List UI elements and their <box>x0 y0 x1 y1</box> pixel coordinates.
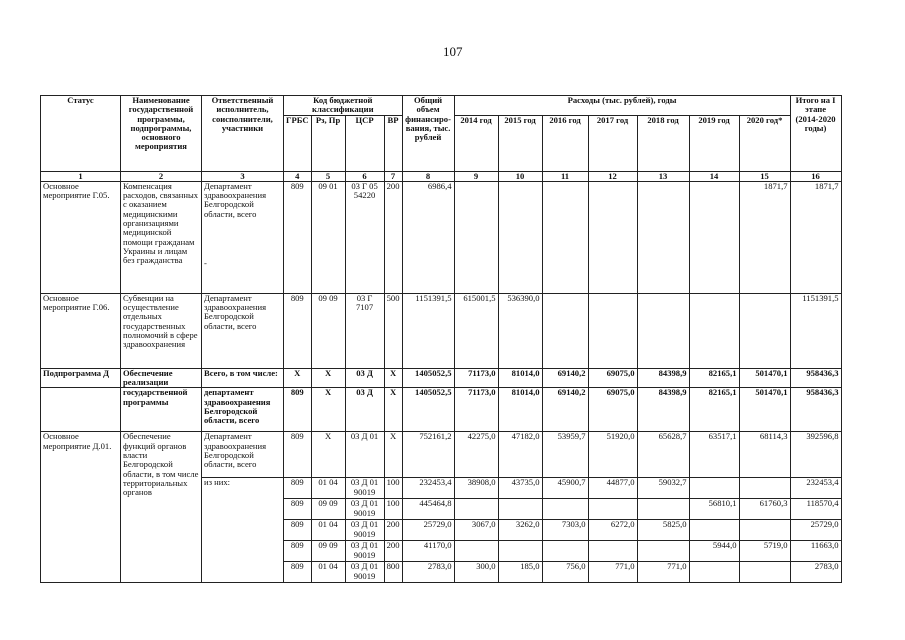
header-year: 2019 год <box>689 115 739 171</box>
row-year-value <box>588 293 637 368</box>
header-budget-code: Код бюджетной классификации <box>284 96 403 116</box>
row-year-value <box>542 499 588 520</box>
row-year-value: 56810,1 <box>689 499 739 520</box>
header-stage-total: Итого на I этапе (2014-2020 годы) <box>790 96 841 172</box>
row-grbs: 809 <box>284 432 312 478</box>
column-number: 10 <box>498 171 542 181</box>
row-total: 1151391,5 <box>402 293 454 368</box>
column-number: 12 <box>588 171 637 181</box>
header-name: Наименование государственной программы, подпрограммы, основного мероприятия <box>121 96 202 172</box>
header-grbs: ГРБС <box>284 115 312 171</box>
row-year-value: 3067,0 <box>454 520 498 541</box>
row-executor: Всего, в том числе: <box>202 368 284 388</box>
row-year-value: 69075,0 <box>588 368 637 388</box>
header-year: 2014 год <box>454 115 498 171</box>
row-executor: Департамент здравоохранения Белгородской области, всего <box>202 293 284 368</box>
column-number: 5 <box>311 171 345 181</box>
row-name: Субвенции на осуществление отдельных государственных полномочий в сфере здравоохранения <box>121 293 202 368</box>
row-status: Подпрограмма Д <box>41 368 121 388</box>
row-rz: 09 09 <box>311 293 345 368</box>
column-number: 14 <box>689 171 739 181</box>
row-stage-total: 1871,7 <box>790 181 841 293</box>
row-year-value <box>739 478 790 499</box>
table-row <box>41 368 842 388</box>
row-csr: 03 Д <box>345 388 384 432</box>
header-vr: ВР <box>384 115 402 171</box>
row-csr: 03 Г 05 54220 <box>345 181 384 293</box>
row-stage-total: 118570,4 <box>790 499 841 520</box>
column-number: 1 <box>41 171 121 181</box>
row-year-value: 771,0 <box>588 562 637 583</box>
row-csr: 03 Д 01 <box>345 432 384 478</box>
row-year-value <box>588 541 637 562</box>
row-vr: Х <box>384 432 402 478</box>
row-year-value: 6272,0 <box>588 520 637 541</box>
row-year-value: 44877,0 <box>588 478 637 499</box>
row-year-value <box>588 181 637 293</box>
header-total: Общий объем финансиро-вания, тыс. рублей <box>402 96 454 172</box>
row-grbs: 809 <box>284 388 312 432</box>
row-rz: 01 04 <box>311 520 345 541</box>
row-vr: 100 <box>384 499 402 520</box>
row-year-value: 5944,0 <box>689 541 739 562</box>
column-number: 16 <box>790 171 841 181</box>
column-number: 11 <box>542 171 588 181</box>
header-year: 2016 год <box>542 115 588 171</box>
header-year: 2015 год <box>498 115 542 171</box>
row-vr: Х <box>384 388 402 432</box>
header-year: 2018 год <box>637 115 689 171</box>
row-status: Основное мероприятие Д.01. <box>41 432 121 583</box>
row-year-value: 38908,0 <box>454 478 498 499</box>
row-year-value: 5719,0 <box>739 541 790 562</box>
row-total: 1405052,5 <box>402 368 454 388</box>
row-year-value <box>689 181 739 293</box>
row-executor: департамент здравоохранения Белгородской области, всего <box>202 388 284 432</box>
row-year-value: 61760,3 <box>739 499 790 520</box>
row-csr: 03 Д 01 90019 <box>345 478 384 499</box>
row-year-value <box>542 181 588 293</box>
column-number: 2 <box>121 171 202 181</box>
row-stage-total: 958436,3 <box>790 368 841 388</box>
row-year-value <box>454 499 498 520</box>
row-year-value: 185,0 <box>498 562 542 583</box>
column-number: 7 <box>384 171 402 181</box>
row-name: государственной программы <box>121 388 202 432</box>
row-year-value: 71173,0 <box>454 368 498 388</box>
row-csr: 03 Д 01 90019 <box>345 541 384 562</box>
row-stage-total: 1151391,5 <box>790 293 841 368</box>
row-year-value: 81014,0 <box>498 388 542 432</box>
row-year-value: 42275,0 <box>454 432 498 478</box>
row-executor: Департамент здравоохранения Белгородской области, всего - <box>202 181 284 293</box>
row-year-value: 53959,7 <box>542 432 588 478</box>
row-year-value <box>637 293 689 368</box>
row-vr: 500 <box>384 293 402 368</box>
row-year-value <box>637 499 689 520</box>
row-grbs: 809 <box>284 541 312 562</box>
dash-mark: - <box>204 257 207 268</box>
column-number: 9 <box>454 171 498 181</box>
row-year-value: 71173,0 <box>454 388 498 432</box>
row-stage-total: 958436,3 <box>790 388 841 432</box>
row-year-value: 51920,0 <box>588 432 637 478</box>
row-year-value: 536390,0 <box>498 293 542 368</box>
row-vr: 100 <box>384 478 402 499</box>
row-year-value: 65628,7 <box>637 432 689 478</box>
row-total: 752161,2 <box>402 432 454 478</box>
row-year-value: 82165,1 <box>689 388 739 432</box>
row-year-value <box>498 181 542 293</box>
row-rz: 09 09 <box>311 541 345 562</box>
row-total: 232453,4 <box>402 478 454 499</box>
row-total: 6986,4 <box>402 181 454 293</box>
row-year-value: 82165,1 <box>689 368 739 388</box>
row-year-value <box>739 562 790 583</box>
row-year-value: 501470,1 <box>739 368 790 388</box>
table-row <box>41 181 842 293</box>
row-rz: Х <box>311 388 345 432</box>
row-grbs: 809 <box>284 520 312 541</box>
header-executor: Ответственный исполнитель, соисполнители, участники <box>202 96 284 172</box>
row-year-value: 69140,2 <box>542 368 588 388</box>
row-year-value <box>739 293 790 368</box>
row-year-value: 81014,0 <box>498 368 542 388</box>
row-year-value: 1871,7 <box>739 181 790 293</box>
row-year-value: 68114,3 <box>739 432 790 478</box>
row-vr: 800 <box>384 562 402 583</box>
row-rz: Х <box>311 368 345 388</box>
column-number: 4 <box>284 171 312 181</box>
row-year-value: 84398,9 <box>637 388 689 432</box>
table-row <box>41 293 842 368</box>
header-year: 2017 год <box>588 115 637 171</box>
row-year-value <box>498 499 542 520</box>
row-rz: Х <box>311 432 345 478</box>
row-year-value: 756,0 <box>542 562 588 583</box>
row-year-value: 5825,0 <box>637 520 689 541</box>
row-vr: 200 <box>384 541 402 562</box>
column-number: 6 <box>345 171 384 181</box>
row-csr: 03 Д 01 90019 <box>345 499 384 520</box>
column-number: 15 <box>739 171 790 181</box>
row-rz: 01 04 <box>311 478 345 499</box>
row-year-value <box>637 541 689 562</box>
row-vr: Х <box>384 368 402 388</box>
row-year-value: 300,0 <box>454 562 498 583</box>
row-total: 445464,8 <box>402 499 454 520</box>
budget-table <box>40 95 842 583</box>
row-year-value <box>498 541 542 562</box>
row-stage-total: 2783,0 <box>790 562 841 583</box>
column-number: 13 <box>637 171 689 181</box>
row-year-value <box>637 181 689 293</box>
row-year-value: 7303,0 <box>542 520 588 541</box>
row-total: 1405052,5 <box>402 388 454 432</box>
row-year-value <box>739 520 790 541</box>
row-year-value: 771,0 <box>637 562 689 583</box>
row-status: Основное мероприятие Г.06. <box>41 293 121 368</box>
row-csr: 03 Д <box>345 368 384 388</box>
row-executor: из них: <box>202 478 284 583</box>
header-status: Статус <box>41 96 121 172</box>
row-name: Обеспечение функций органов власти Белгородской области, в том числе территориальных органов <box>121 432 202 583</box>
row-status <box>41 388 121 432</box>
row-year-value: 43735,0 <box>498 478 542 499</box>
page-number: 107 <box>443 44 463 59</box>
row-year-value: 59032,7 <box>637 478 689 499</box>
row-executor: Департамент здравоохранения Белгородской области, всего <box>202 432 284 478</box>
row-grbs: 809 <box>284 478 312 499</box>
row-vr: 200 <box>384 181 402 293</box>
row-grbs: 809 <box>284 499 312 520</box>
header-expenses: Расходы (тыс. рублей), годы <box>454 96 790 116</box>
row-year-value: 63517,1 <box>689 432 739 478</box>
row-stage-total: 392596,8 <box>790 432 841 478</box>
row-year-value: 501470,1 <box>739 388 790 432</box>
column-number: 3 <box>202 171 284 181</box>
row-year-value: 47182,0 <box>498 432 542 478</box>
row-stage-total: 25729,0 <box>790 520 841 541</box>
row-total: 2783,0 <box>402 562 454 583</box>
row-rz: 09 01 <box>311 181 345 293</box>
row-year-value <box>542 541 588 562</box>
header-rz-pr: Рз, Пр <box>311 115 345 171</box>
row-year-value: 69140,2 <box>542 388 588 432</box>
row-stage-total: 11663,0 <box>790 541 841 562</box>
row-grbs: Х <box>284 368 312 388</box>
row-year-value: 45900,7 <box>542 478 588 499</box>
row-csr: 03 Д 01 90019 <box>345 562 384 583</box>
row-year-value <box>588 499 637 520</box>
row-name: Обеспечение реализации <box>121 368 202 388</box>
row-stage-total: 232453,4 <box>790 478 841 499</box>
row-status: Основное мероприятие Г.05. <box>41 181 121 293</box>
row-rz: 01 04 <box>311 562 345 583</box>
row-year-value: 84398,9 <box>637 368 689 388</box>
row-name: Компенсация расходов, связанных с оказанием медицинскими организациями медицинской помощи гражданам Украины и лицам без гражданства <box>121 181 202 293</box>
row-year-value: 615001,5 <box>454 293 498 368</box>
row-year-value <box>454 541 498 562</box>
row-grbs: 809 <box>284 562 312 583</box>
row-grbs: 809 <box>284 181 312 293</box>
row-total: 41170,0 <box>402 541 454 562</box>
row-year-value <box>542 293 588 368</box>
row-csr: 03 Д 01 90019 <box>345 520 384 541</box>
table-row <box>41 388 842 432</box>
table-row <box>41 432 842 478</box>
row-vr: 200 <box>384 520 402 541</box>
row-grbs: 809 <box>284 293 312 368</box>
row-csr: 03 Г 7107 <box>345 293 384 368</box>
row-total: 25729,0 <box>402 520 454 541</box>
row-year-value: 69075,0 <box>588 388 637 432</box>
header-year: 2020 год* <box>739 115 790 171</box>
column-number: 8 <box>402 171 454 181</box>
row-year-value <box>689 520 739 541</box>
row-rz: 09 09 <box>311 499 345 520</box>
header-csr: ЦСР <box>345 115 384 171</box>
row-year-value <box>689 293 739 368</box>
row-year-value <box>689 562 739 583</box>
row-year-value: 3262,0 <box>498 520 542 541</box>
row-year-value <box>689 478 739 499</box>
row-year-value <box>454 181 498 293</box>
